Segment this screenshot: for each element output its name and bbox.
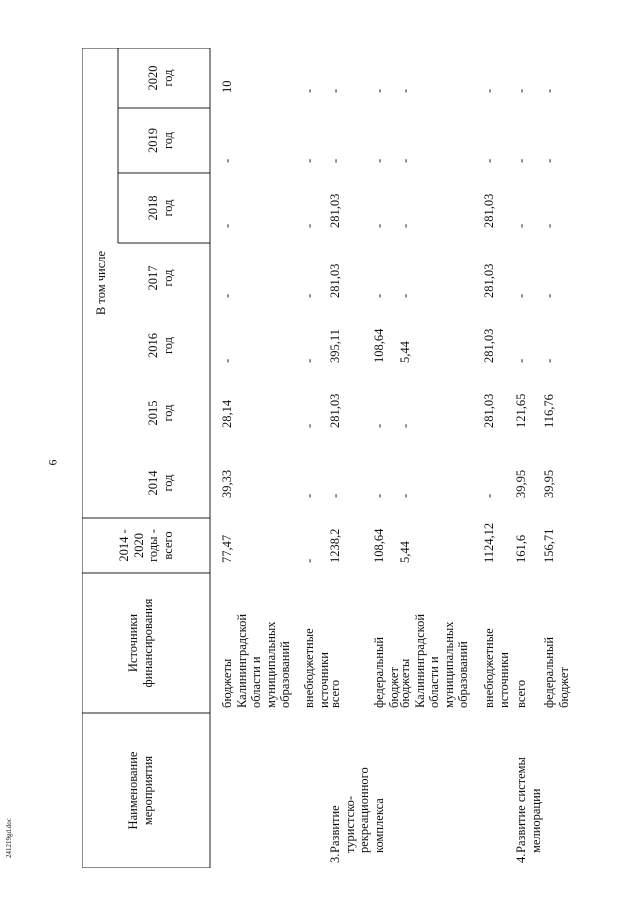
table-cell: -: [302, 158, 316, 163]
table-cell: -: [328, 158, 342, 163]
row-source: внебюджетные: [302, 628, 316, 708]
table-cell: -: [302, 88, 316, 93]
table-cell: -: [542, 223, 556, 228]
row-source: бюджет: [386, 667, 401, 708]
table-cell: -: [514, 158, 528, 163]
row-source: всего: [514, 679, 528, 708]
table-cell: 121,65: [514, 393, 528, 428]
row-source: муниципальных: [263, 621, 278, 708]
header-total: 2014 -: [117, 529, 131, 562]
table-cell: 281,03: [482, 328, 496, 363]
header-year-2017: год: [160, 269, 175, 287]
table-cell: -: [220, 293, 234, 298]
row-source: источники: [496, 652, 511, 708]
table-cell: 281,03: [482, 193, 496, 228]
table-cell: 281,03: [482, 263, 496, 298]
table-cell: -: [372, 223, 386, 228]
table-cell: 39,95: [514, 469, 528, 498]
row-source: бюджеты: [220, 658, 234, 708]
table-cell: -: [328, 88, 342, 93]
table-cell: -: [220, 358, 234, 363]
row-name: Развитие системы: [514, 757, 528, 853]
table-cell: -: [372, 158, 386, 163]
row-source: источники: [316, 652, 331, 708]
row-number: 4.: [514, 853, 528, 863]
header-year-2020: 2020: [146, 65, 160, 91]
table-cell: -: [398, 223, 412, 228]
row-source: бюджеты: [398, 658, 412, 708]
table-cell: 77,47: [220, 534, 234, 563]
file-reference: 241219gd.doc: [5, 818, 13, 858]
row-source: области и: [427, 656, 441, 708]
table-cell: 28,14: [220, 399, 234, 428]
table-cell: -: [482, 88, 496, 93]
table-cell: 281,03: [328, 393, 342, 428]
table-cell: -: [514, 88, 528, 93]
header-year-2014: 2014: [146, 470, 160, 496]
table-cell: 39,33: [220, 469, 234, 498]
table-cell: -: [328, 493, 342, 498]
header-name: Наименование: [126, 751, 140, 830]
row-source: Калининградской: [412, 613, 427, 708]
header-in-total: В том числе: [94, 250, 108, 316]
table-cell: -: [514, 223, 528, 228]
table-cell: -: [514, 358, 528, 363]
table-cell: -: [482, 493, 496, 498]
table-cell: -: [302, 223, 316, 228]
header-sources: финансирования: [140, 598, 155, 688]
row-source: бюджет: [556, 667, 571, 708]
header-sources: Источники: [126, 613, 140, 673]
table-cell: 281,03: [482, 393, 496, 428]
table-cell: -: [372, 293, 386, 298]
row-source: образований: [456, 641, 470, 708]
table-cell: -: [302, 293, 316, 298]
header-total: годы -: [146, 529, 160, 562]
row-source: внебюджетные: [482, 628, 496, 708]
row-source: всего: [328, 679, 342, 708]
table-cell: 281,03: [328, 193, 342, 228]
table-cell: -: [542, 158, 556, 163]
table-cell: 395,11: [328, 329, 342, 363]
table-cell: -: [372, 493, 386, 498]
table-cell: -: [514, 293, 528, 298]
row-source: области и: [249, 656, 263, 708]
table-cell: 10: [220, 80, 234, 93]
header-name: мероприятия: [140, 755, 155, 826]
table-cell: 156,71: [542, 528, 556, 563]
header-year-2015: год: [160, 404, 175, 422]
row-source: муниципальных: [441, 621, 456, 708]
table-cell: 39,95: [542, 469, 556, 498]
table-cell: -: [220, 158, 234, 163]
row-source: федеральный: [542, 636, 556, 708]
table-cell: 108,64: [372, 528, 386, 563]
table-cell: -: [302, 358, 316, 363]
table-cell: 1238,2: [328, 528, 342, 563]
row-number: 3.: [328, 853, 342, 863]
table-cell: 116,76: [542, 394, 556, 428]
table-cell: -: [220, 223, 234, 228]
header-year-2020: год: [160, 69, 175, 87]
row-name: комплекса: [371, 798, 386, 853]
header-year-2016: 2016: [146, 333, 160, 358]
table-cell: 281,03: [328, 263, 342, 298]
table-cell: -: [482, 158, 496, 163]
table-cell: -: [542, 88, 556, 93]
table-cell: 1124,12: [482, 522, 496, 563]
table-cell: 161,6: [514, 534, 528, 563]
table-cell: -: [398, 293, 412, 298]
header-year-2016: год: [160, 336, 175, 355]
row-name: туристско-: [342, 795, 357, 853]
header-year-2019: 2019: [146, 128, 160, 153]
header-year-2017: 2017: [146, 265, 160, 291]
header-year-2015: 2015: [146, 400, 160, 426]
table-cell: -: [372, 423, 386, 428]
header-year-2018: 2018: [146, 195, 160, 221]
header-total: всего: [160, 531, 175, 560]
row-source: образований: [278, 641, 292, 708]
header-year-2014: год: [160, 474, 175, 492]
table-cell: -: [398, 158, 412, 163]
header-total: 2020: [131, 533, 146, 558]
header-year-2019: год: [160, 131, 175, 150]
table-cell: 5,44: [398, 541, 412, 563]
table-cell: -: [302, 558, 316, 563]
table-cell: -: [398, 493, 412, 498]
row-source: Калининградской: [234, 613, 249, 708]
page-number: 6: [45, 459, 60, 466]
table-cell: -: [302, 493, 316, 498]
table-cell: -: [542, 358, 556, 363]
table-cell: -: [372, 88, 386, 93]
table-cell: -: [398, 423, 412, 428]
table-cell: 108,64: [372, 328, 386, 363]
table-cell: -: [398, 88, 412, 93]
table-cell: -: [302, 423, 316, 428]
row-name: мелиорации: [528, 788, 543, 853]
table-cell: -: [542, 293, 556, 298]
row-name: рекреационного: [357, 767, 371, 853]
rotated-table: [82, 48, 571, 868]
row-source: федеральный: [372, 636, 386, 708]
table-cell: 5,44: [398, 341, 412, 363]
row-name: Развитие: [328, 805, 342, 853]
header-year-2018: год: [160, 199, 175, 217]
